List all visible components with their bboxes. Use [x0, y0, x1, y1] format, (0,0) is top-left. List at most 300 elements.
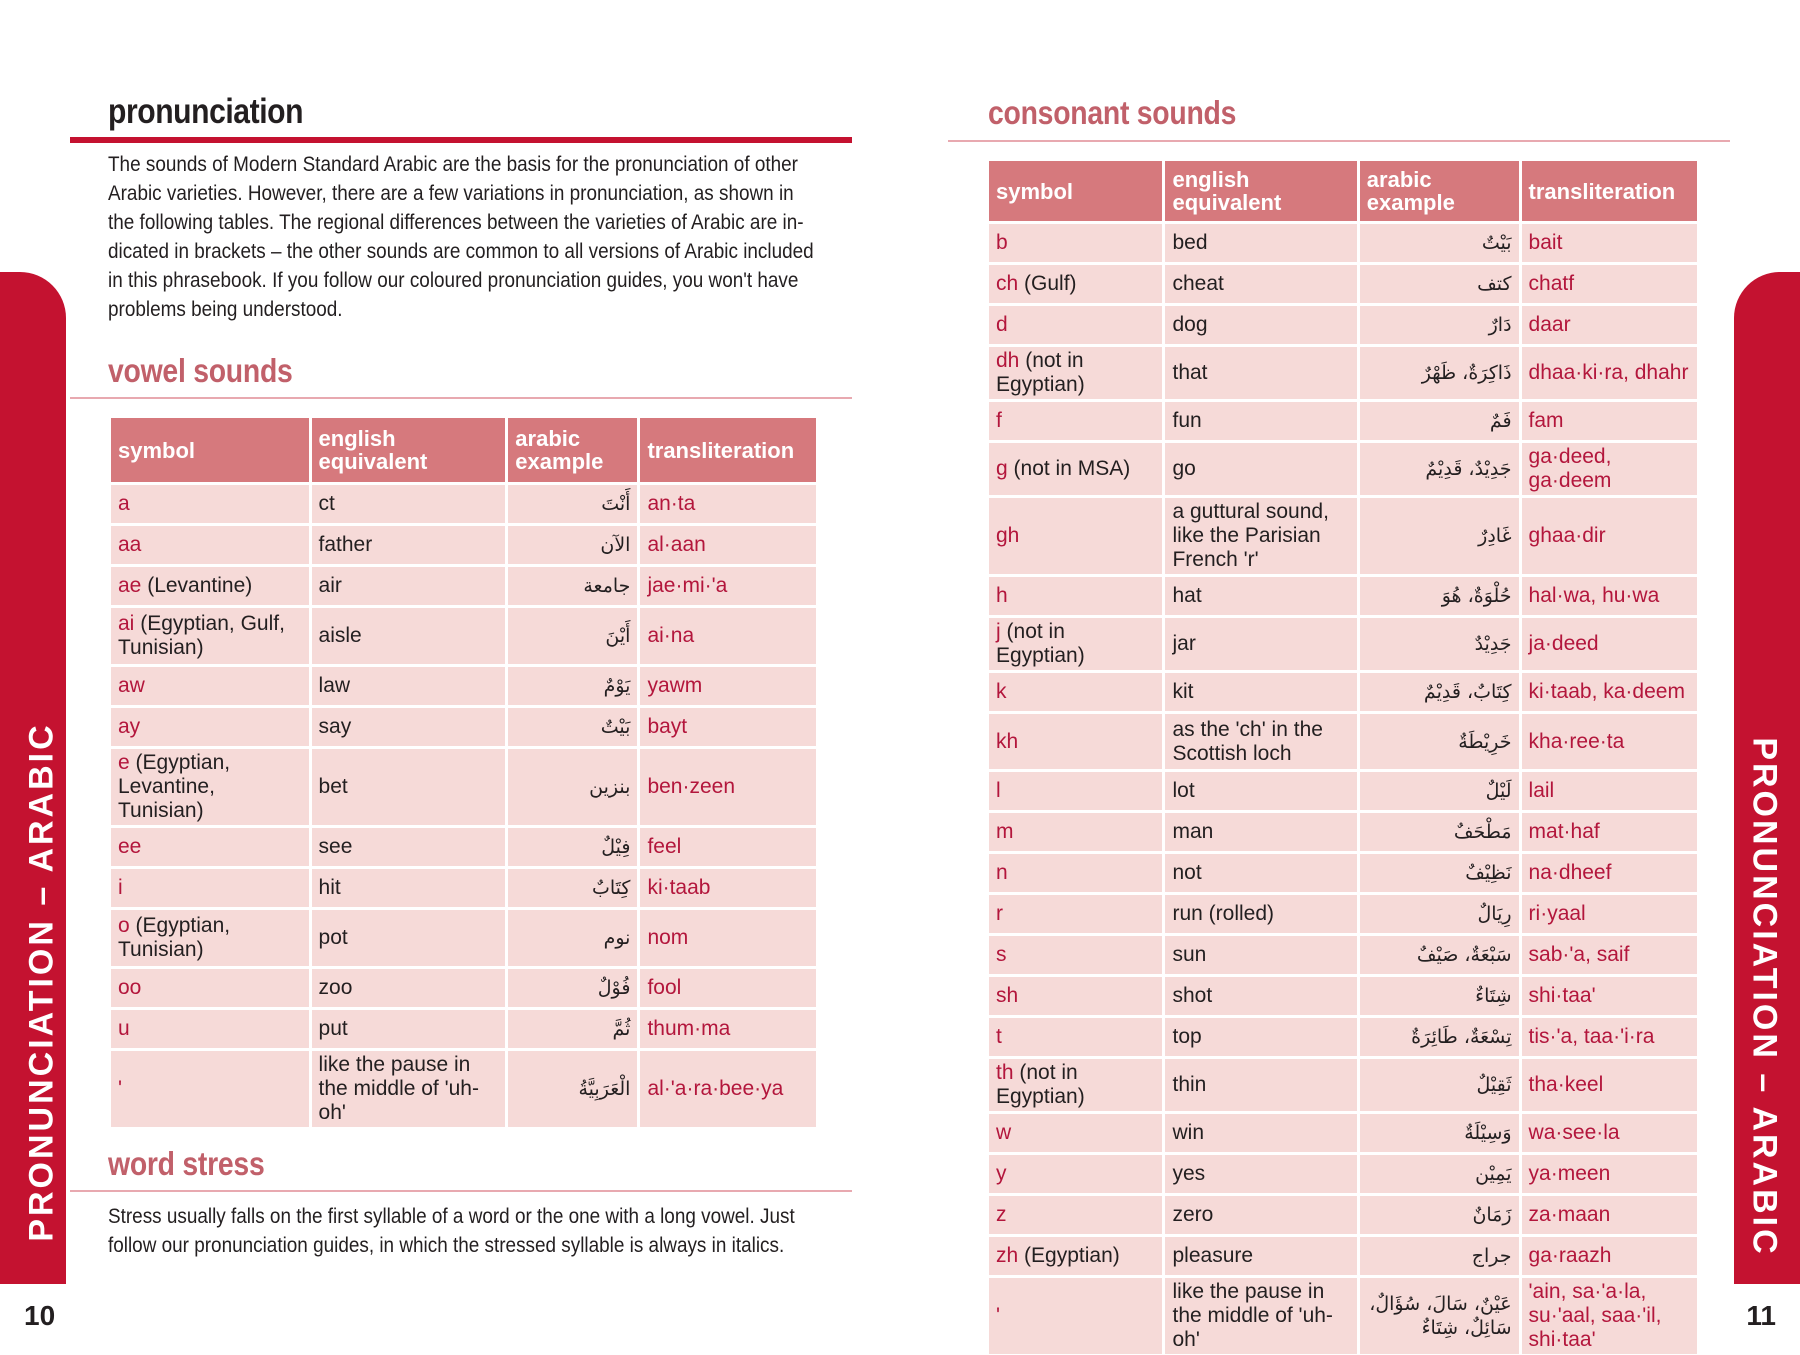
english-cell [1165, 618, 1356, 670]
english-text: pot [318, 926, 348, 949]
symbol-note: (not in Egyptian) [996, 620, 1085, 667]
arabic-cell [1360, 895, 1519, 933]
english-cell [312, 667, 506, 705]
arabic-text: فُوْلٌ [597, 977, 631, 999]
header-arabic: arabic example [1360, 161, 1519, 221]
symbol-cell [989, 895, 1162, 933]
arabic-text: دَارٌ [1488, 314, 1512, 336]
symbol-cell [111, 708, 309, 746]
transliteration-cell [1522, 1114, 1697, 1152]
transliteration-text: shi·taa' [1528, 984, 1596, 1007]
arabic-cell [1360, 1114, 1519, 1152]
transliteration-text: ki·taab, ka·deem [1528, 680, 1685, 703]
transliteration-cell [1522, 1278, 1697, 1354]
transliteration-text: ya·meen [1528, 1162, 1611, 1185]
arabic-text: وَسِيْلَةٌ [1464, 1122, 1512, 1144]
arabic-text: رِيَالٌ [1477, 903, 1512, 925]
intro-line: The sounds of Modern Standard Arabic are the basis for the pronunciation of other [108, 152, 798, 176]
arabic-text: جَدِيْدٌ، قَدِيْمٌ [1425, 458, 1512, 480]
arabic-cell [1360, 813, 1519, 851]
symbol-cell [111, 969, 309, 1007]
arabic-cell [1360, 1196, 1519, 1234]
symbol-text: b [996, 231, 1008, 254]
english-text: sun [1172, 943, 1207, 966]
english-text: zero [1172, 1203, 1214, 1226]
header-arabic: arabic example [508, 418, 637, 482]
symbol-cell [111, 910, 309, 966]
arabic-cell [1360, 1059, 1519, 1111]
consonant-table [986, 158, 1700, 1355]
symbol-cell [989, 936, 1162, 974]
arabic-text: بَيْتٌ [600, 716, 631, 738]
transliteration-text: nom [647, 926, 689, 949]
english-text: pleasure [1172, 1244, 1254, 1267]
table-row [111, 828, 816, 866]
table-row [111, 1051, 816, 1127]
symbol-cell [111, 526, 309, 564]
arabic-text: تِسْعَةٌ، طَائِرَةٌ [1411, 1026, 1512, 1048]
symbol-text: w [996, 1121, 1012, 1144]
english-text: like the pause in the middle of 'uh-oh' [318, 1053, 479, 1124]
transliteration-text: lail [1528, 779, 1555, 802]
transliteration-text: ghaa·dir [1528, 524, 1606, 547]
english-text: aisle [318, 624, 362, 647]
arabic-cell [1360, 714, 1519, 769]
section-rule [70, 1190, 852, 1192]
transliteration-cell [1522, 977, 1697, 1015]
english-text: cheat [1172, 272, 1224, 295]
arabic-cell [508, 708, 637, 746]
english-text: put [318, 1017, 348, 1040]
english-text: see [318, 835, 353, 858]
transliteration-cell [1522, 402, 1697, 440]
english-cell [1165, 498, 1356, 574]
arabic-text: فَمٌ [1489, 410, 1512, 432]
arabic-text: كِتَابٌ، قَدِيْمٌ [1423, 681, 1512, 703]
english-text: father [318, 533, 373, 556]
arabic-cell [1360, 977, 1519, 1015]
arabic-text: فِيْلٌ [601, 836, 631, 858]
english-cell [1165, 673, 1356, 711]
english-cell [1165, 402, 1356, 440]
arabic-text: أَنْتَ [601, 493, 631, 515]
symbol-text: t [996, 1025, 1002, 1048]
symbol-text: aw [118, 674, 145, 697]
transliteration-text: thum·ma [647, 1017, 731, 1040]
transliteration-text: za·maan [1528, 1203, 1611, 1226]
symbol-note: (Egyptian, Levantine, Tunisian) [118, 751, 231, 822]
symbol-cell [111, 749, 309, 825]
header-english: english equivalent [312, 418, 506, 482]
symbol-text: e [118, 751, 130, 774]
symbol-cell [989, 443, 1162, 495]
transliteration-cell [1522, 443, 1697, 495]
tab-label: PRONUNCIATION – ARABIC [22, 722, 61, 1242]
symbol-cell [111, 828, 309, 866]
transliteration-text: na·dheef [1528, 861, 1612, 884]
symbol-cell [989, 673, 1162, 711]
symbol-cell [989, 1018, 1162, 1056]
arabic-cell [1360, 224, 1519, 262]
arabic-text: لَيْلٌ [1485, 780, 1512, 802]
symbol-text: aa [118, 533, 142, 556]
arabic-text: شِتَاءٌ [1475, 985, 1512, 1007]
transliteration-cell [1522, 1155, 1697, 1193]
symbol-note: (Levantine) [147, 574, 253, 597]
english-cell [312, 910, 506, 966]
table-row [989, 1114, 1697, 1152]
table-row [989, 402, 1697, 440]
transliteration-cell [1522, 854, 1697, 892]
english-text: like the pause in the middle of 'uh-oh' [1172, 1280, 1333, 1351]
header-english: english equivalent [1165, 161, 1356, 221]
arabic-cell [508, 749, 637, 825]
transliteration-text: tha·keel [1528, 1073, 1604, 1096]
symbol-text: ' [118, 1077, 123, 1100]
table-row [111, 969, 816, 1007]
symbol-text: h [996, 584, 1008, 607]
english-cell [1165, 1196, 1356, 1234]
transliteration-text: ki·taab [647, 876, 711, 899]
arabic-text: أَيْنَ [605, 625, 631, 647]
symbol-note: (Gulf) [1024, 272, 1077, 295]
intro-line: problems being understood. [108, 297, 343, 321]
transliteration-cell [1522, 813, 1697, 851]
transliteration-cell [1522, 714, 1697, 769]
symbol-text: f [996, 409, 1002, 432]
symbol-cell [989, 813, 1162, 851]
table-row [989, 714, 1697, 769]
table-row [111, 910, 816, 966]
table-row [989, 1155, 1697, 1193]
table-row [989, 443, 1697, 495]
table-row [989, 673, 1697, 711]
intro-line: in this phrasebook. If you follow our coloured pronunciation guides, you won't have [108, 268, 799, 292]
english-text: lot [1172, 779, 1195, 802]
symbol-text: ai [118, 612, 135, 635]
arabic-text: بَيْتٌ [1481, 232, 1512, 254]
arabic-text: ثُمَّ [612, 1018, 631, 1040]
symbol-text: gh [996, 524, 1020, 547]
english-cell [1165, 854, 1356, 892]
transliteration-cell [640, 828, 816, 866]
english-cell [312, 526, 506, 564]
english-cell [1165, 306, 1356, 344]
transliteration-text: an·ta [647, 492, 696, 515]
intro-paragraph [108, 150, 856, 324]
arabic-text: كتف [1477, 273, 1512, 295]
symbol-cell [989, 347, 1162, 399]
symbol-cell [111, 608, 309, 664]
english-text: thin [1172, 1073, 1207, 1096]
transliteration-cell [1522, 347, 1697, 399]
english-cell [1165, 772, 1356, 810]
transliteration-cell [1522, 936, 1697, 974]
stress-line: Stress usually falls on the first syllable of a word or the one with a long vowel. Just [108, 1204, 795, 1228]
header-transliteration: transliteration [1522, 161, 1697, 221]
page-number: 10 [24, 1300, 56, 1331]
english-cell [1165, 1059, 1356, 1111]
transliteration-cell [1522, 1237, 1697, 1275]
table-row [989, 1196, 1697, 1234]
english-cell [312, 1051, 506, 1127]
transliteration-text: chatf [1528, 272, 1575, 295]
symbol-text: y [996, 1162, 1007, 1185]
section-rule [70, 397, 852, 399]
arabic-text: يَوْمٌ [603, 675, 631, 697]
transliteration-cell [640, 485, 816, 523]
transliteration-cell [1522, 498, 1697, 574]
symbol-text: kh [996, 729, 1019, 753]
transliteration-cell [640, 667, 816, 705]
table-row [989, 1237, 1697, 1275]
english-cell [312, 608, 506, 664]
table-row [111, 485, 816, 523]
arabic-cell [1360, 618, 1519, 670]
symbol-text: o [118, 914, 130, 937]
transliteration-text: ga·deed, ga·deem [1528, 445, 1612, 492]
english-cell [312, 749, 506, 825]
english-cell [1165, 714, 1356, 769]
page-number: 11 [1746, 1300, 1776, 1331]
english-text: jar [1172, 632, 1196, 655]
table-row [989, 936, 1697, 974]
symbol-cell [989, 265, 1162, 303]
symbol-text: j [996, 620, 1001, 643]
intro-line: Arabic varieties. However, there are a few variations in pronunciation, as shown in [108, 181, 794, 205]
symbol-text: i [118, 876, 123, 899]
transliteration-cell [1522, 1196, 1697, 1234]
arabic-text: سَبْعَةٌ، صَيْفٌ [1416, 944, 1512, 966]
table-row [111, 869, 816, 907]
arabic-text: جراج [1471, 1245, 1512, 1267]
arabic-text: نوم [603, 927, 631, 949]
header-symbol: symbol [111, 418, 309, 482]
stress-line: follow our pronunciation guides, in which the stressed syllable is always in italics. [108, 1233, 785, 1257]
english-cell [1165, 265, 1356, 303]
transliteration-text: bayt [647, 715, 688, 738]
symbol-text: r [996, 902, 1003, 925]
symbol-text: z [996, 1203, 1007, 1226]
stress-paragraph [108, 1202, 856, 1260]
english-cell [1165, 347, 1356, 399]
english-text: ct [318, 492, 335, 515]
symbol-text: m [996, 820, 1014, 843]
arabic-cell [1360, 347, 1519, 399]
english-cell [1165, 1114, 1356, 1152]
arabic-text: خَرِيْطَةٌ [1458, 730, 1512, 753]
symbol-cell [989, 1278, 1162, 1354]
symbol-text: n [996, 861, 1008, 884]
symbol-cell [989, 1155, 1162, 1193]
transliteration-text: ben·zeen [647, 775, 736, 798]
english-text: win [1172, 1121, 1204, 1144]
english-cell [1165, 1155, 1356, 1193]
arabic-cell [508, 910, 637, 966]
symbol-cell [989, 714, 1162, 769]
arabic-cell [1360, 443, 1519, 495]
symbol-text: d [996, 313, 1008, 336]
table-row [989, 618, 1697, 670]
arabic-text: ثَقِيْلٌ [1476, 1074, 1512, 1096]
table-row [989, 1278, 1697, 1354]
english-text: kit [1172, 680, 1194, 703]
arabic-cell [1360, 577, 1519, 615]
english-text: zoo [318, 976, 353, 999]
transliteration-text: bait [1528, 231, 1563, 254]
transliteration-text: kha·ree·ta [1528, 729, 1625, 753]
word-stress-heading: word stress [108, 1145, 265, 1182]
transliteration-cell [1522, 895, 1697, 933]
table-row [111, 667, 816, 705]
symbol-cell [989, 224, 1162, 262]
symbol-cell [111, 667, 309, 705]
arabic-cell [508, 526, 637, 564]
symbol-cell [989, 772, 1162, 810]
english-text: shot [1172, 984, 1213, 1007]
table-row [111, 708, 816, 746]
arabic-text: يَمِيْن [1475, 1163, 1512, 1185]
transliteration-text: ja·deed [1528, 632, 1599, 655]
symbol-text: u [118, 1017, 130, 1040]
english-cell [1165, 224, 1356, 262]
english-text: bet [318, 775, 348, 798]
header-symbol: symbol [989, 161, 1162, 221]
symbol-text: zh [996, 1244, 1019, 1267]
english-text: as the 'ch' in the Scottish loch [1172, 717, 1323, 765]
symbol-cell [989, 618, 1162, 670]
arabic-text: مَطْحَفٌ [1453, 821, 1512, 843]
transliteration-text: ri·yaal [1528, 902, 1586, 925]
transliteration-cell [640, 608, 816, 664]
arabic-text: زَمَانٌ [1472, 1204, 1512, 1226]
section-rule [948, 140, 1730, 142]
english-text: dog [1172, 313, 1208, 336]
symbol-cell [111, 1010, 309, 1048]
table-row [989, 772, 1697, 810]
table-header-row [111, 418, 816, 482]
english-text: man [1172, 820, 1214, 843]
english-cell [1165, 1237, 1356, 1275]
transliteration-cell [1522, 306, 1697, 344]
english-cell [1165, 443, 1356, 495]
section-tab [1734, 272, 1800, 1284]
arabic-cell [1360, 673, 1519, 711]
arabic-text: عَيْنٌ، سَالَ، سُؤَالٌ، سَائِلٌ، شِتَاءٌ [1369, 1293, 1512, 1339]
symbol-text: ae [118, 574, 142, 597]
transliteration-cell [1522, 1059, 1697, 1111]
transliteration-cell [1522, 265, 1697, 303]
transliteration-cell [640, 1010, 816, 1048]
english-text: top [1172, 1025, 1202, 1048]
symbol-text: a [118, 492, 130, 515]
transliteration-cell [1522, 1018, 1697, 1056]
arabic-text: جامعة [583, 575, 631, 597]
section-tab [0, 272, 66, 1284]
arabic-cell [508, 1051, 637, 1127]
arabic-cell [508, 485, 637, 523]
arabic-cell [508, 667, 637, 705]
arabic-cell [1360, 936, 1519, 974]
table-row [989, 977, 1697, 1015]
transliteration-text: jae·mi·'a [647, 574, 728, 597]
transliteration-cell [640, 526, 816, 564]
transliteration-text: wa·see·la [1528, 1121, 1620, 1144]
english-text: hat [1172, 584, 1202, 607]
symbol-text: oo [118, 976, 142, 999]
page-title: pronunciation [108, 92, 304, 131]
arabic-cell [1360, 1155, 1519, 1193]
english-text: bed [1172, 231, 1208, 254]
english-text: not [1172, 861, 1202, 884]
english-text: go [1172, 457, 1196, 480]
arabic-cell [508, 869, 637, 907]
transliteration-cell [640, 910, 816, 966]
arabic-cell [508, 608, 637, 664]
english-text: run (rolled) [1172, 902, 1275, 925]
transliteration-text: al·'a·ra·bee·ya [647, 1077, 784, 1100]
symbol-cell [111, 1051, 309, 1127]
symbol-cell [989, 498, 1162, 574]
arabic-text: ذَاكِرَةٌ، ظَهْرٌ [1421, 362, 1512, 384]
symbol-text: g [996, 457, 1008, 480]
english-cell [1165, 936, 1356, 974]
table-row [989, 1059, 1697, 1111]
symbol-text: sh [996, 984, 1019, 1007]
symbol-text: s [996, 943, 1007, 966]
table-row [989, 813, 1697, 851]
transliteration-cell [1522, 224, 1697, 262]
arabic-text: كِتَابٌ [591, 877, 631, 899]
symbol-cell [989, 1114, 1162, 1152]
transliteration-cell [1522, 577, 1697, 615]
table-row [989, 577, 1697, 615]
symbol-text: th [996, 1061, 1014, 1084]
arabic-text: بنزين [589, 776, 631, 798]
english-text: hit [318, 876, 341, 899]
symbol-cell [989, 1059, 1162, 1111]
english-text: air [318, 574, 342, 597]
arabic-cell [508, 969, 637, 1007]
transliteration-cell [640, 869, 816, 907]
symbol-cell [989, 306, 1162, 344]
symbol-cell [989, 1196, 1162, 1234]
symbol-text: ch [996, 272, 1019, 295]
vowel-table [108, 415, 819, 1130]
arabic-cell [1360, 265, 1519, 303]
table-row [989, 854, 1697, 892]
symbol-cell [989, 577, 1162, 615]
table-row [111, 1010, 816, 1048]
tab-label: PRONUNCIATION – ARABIC [1745, 737, 1784, 1257]
transliteration-cell [1522, 673, 1697, 711]
transliteration-cell [640, 969, 816, 1007]
arabic-cell [1360, 498, 1519, 574]
symbol-note: (Egyptian, Tunisian) [118, 914, 231, 961]
transliteration-cell [640, 567, 816, 605]
transliteration-text: fool [647, 976, 682, 999]
right-page [900, 0, 1800, 1355]
symbol-cell [111, 567, 309, 605]
arabic-cell [1360, 1018, 1519, 1056]
arabic-cell [508, 567, 637, 605]
transliteration-cell [640, 708, 816, 746]
english-text: a guttural sound, like the Parisian French 'r' [1172, 500, 1329, 571]
consonant-sounds-heading: consonant sounds [988, 94, 1237, 131]
english-text: law [318, 674, 351, 697]
arabic-cell [508, 1010, 637, 1048]
transliteration-text: ai·na [647, 624, 695, 647]
